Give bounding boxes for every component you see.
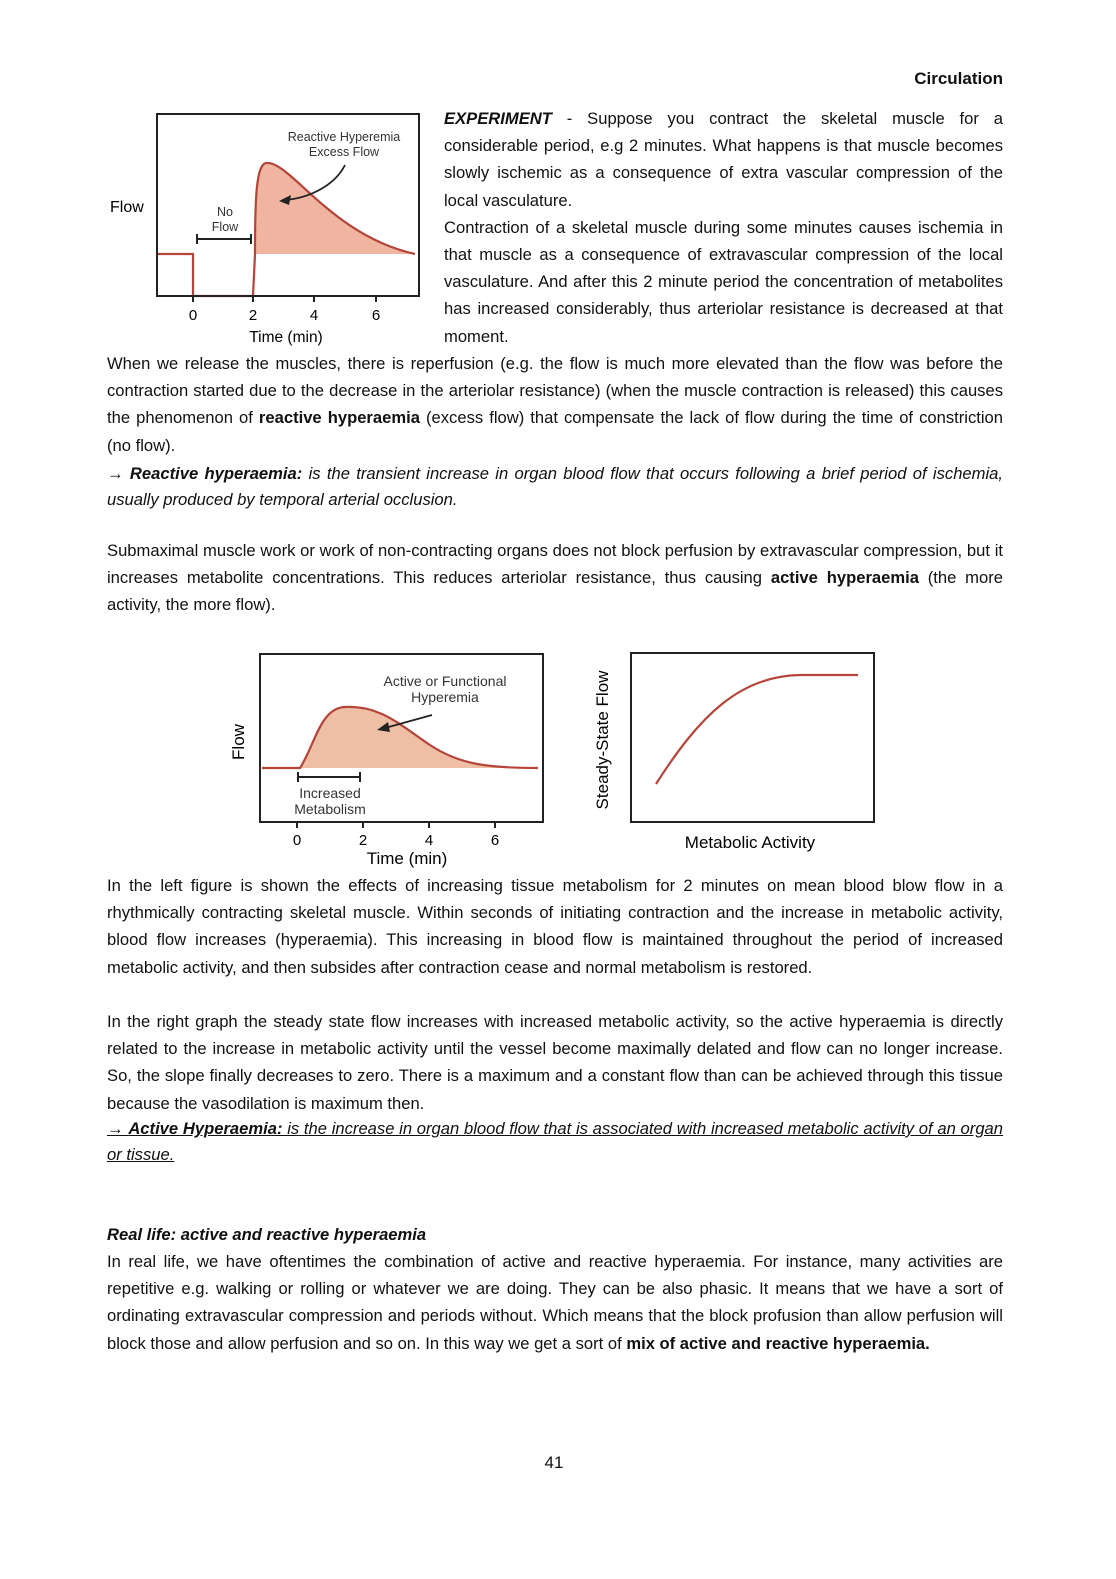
steady-state-curve [656,675,858,784]
bold-term: mix of active and reactive hyperaemia. [626,1333,930,1353]
tick-label: 4 [309,307,319,324]
term: Active Hyperaemia: [128,1119,283,1138]
arrow-icon: → [107,464,130,483]
annotation: Active or Functional [383,673,507,689]
experiment-label: EXPERIMENT [444,109,552,128]
text: When we release the muscles, there is reperfusion (e.g. the flow is much more elevated than the flow was before the contraction started due to the decrease in the arteriolar resistance) (when the muscle contraction is released) this causes the phenomenon of [107,354,1003,428]
text: (excess flow) that compensate the lack of flow during the time of constriction (no flow). [107,408,1004,455]
text: In real life, we have oftentimes the combination of active and reactive hyperaemia. For instance, many activities are repetitive e.g. walking or rolling or whatever we are doing. They can be also phasic. It means that we have a sort of ordinating extravascular compression and periods without. Which means that the block profusion than allow perfusion will block those and allow perfusion and so on. In this way we get a sort of [107,1252,1003,1353]
tick-label: 2 [358,832,368,849]
active-hyperaemia-definition [107,1116,1003,1167]
tick-label: 4 [424,832,434,849]
x-axis-label: Metabolic Activity [684,833,816,852]
annotation: Reactive Hyperemia [287,130,401,144]
bold-term: reactive hyperaemia [258,408,420,428]
running-header: Circulation [914,69,1003,88]
bar-label: Metabolism [294,801,366,817]
x-axis-label: Time (min) [249,329,323,346]
noflow-label: No [217,205,233,219]
text: - Suppose you contract the skeletal muscle for a considerable period, e.g 2 minutes. What happens is that muscle becomes slowly ischemic as a consequence of extra vascular compression of the local vasculature. [444,109,1003,210]
annotation: Hyperemia [411,689,479,705]
text: Submaximal muscle work or work of non-contracting organs does not block perfusion by extravascular compression, but it increases metabolite concentrations. This reduces arteriolar resistance, thus causing [107,541,1003,588]
x-axis-label: Time (min) [366,849,448,868]
tick-label: 6 [490,832,500,849]
y-axis-label: Flow [229,724,248,760]
left-figure-paragraph: In the left figure is shown the effects of increasing tissue metabolism for 2 minutes on mean blood blow flow in a rhythmically contracting skeletal muscle. Within seconds of initiating contraction and the increase in metabolic activity, blood flow increases (hyperaemia). This increasing in blood flow is maintained throughout the period of increased metabolic activity, and then subsides after contraction cease and normal metabolism is restored. [107,876,1003,977]
tick-label: 6 [371,307,381,324]
y-axis-label: Flow [110,199,144,216]
bold-term: active hyperaemia [770,568,919,588]
y-axis-label: Steady-State Flow [593,670,612,810]
text: (the more activity, the more flow). [107,568,1003,615]
real-life-paragraph [107,1248,1003,1357]
real-life-heading: Real life: active and reactive hyperaemia [107,1225,427,1244]
arrow-icon: → [107,1119,129,1138]
text: is the increase in organ blood flow that is associated with increased metabolic activity of an organ or tissue. [107,1119,1003,1164]
annotation: Excess Flow [308,145,380,159]
text: is the transient increase in organ blood flow that occurs following a brief period of ischemia, usually produced by temporal arterial occlusion. [107,464,1003,509]
tick-label: 0 [188,307,198,324]
text: Contraction of a skeletal muscle during some minutes causes ischemia in that muscle as a consequence of extravascular compression of the local vasculature. And after this 2 minute period the concentration of metabolites has increased considerably, thus arteriolar resistance is decreased at that moment. [444,217,1003,346]
noflow-label: Flow [211,220,239,234]
right-graph-paragraph: In the right graph the steady state flow increases with increased metabolic activity, so the active hyperaemia is directly related to the increase in metabolic activity until the vessel become maximally delated and flow can no longer increase. So, the slope finally decreases to zero. There is a maximum and a constant flow than can be achieved through this tissue because the vasodilation is maximum then. [107,1012,1003,1113]
bar-label: Increased [299,785,361,801]
page-number: 41 [544,1453,564,1472]
tick-label: 2 [248,307,258,324]
tick-label: 0 [292,832,302,849]
term: Reactive hyperaemia: [129,464,303,483]
